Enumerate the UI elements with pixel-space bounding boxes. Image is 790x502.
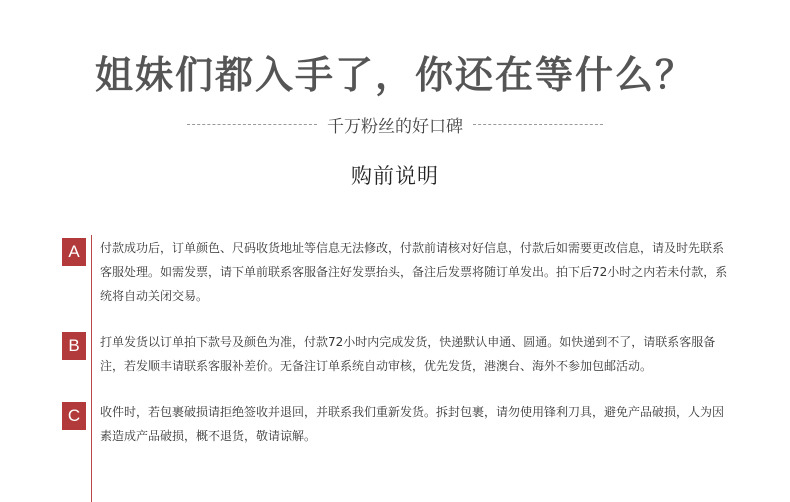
- section-title: 购前说明: [351, 164, 439, 188]
- headline: 姐妹们都入手了，你还在等什么？: [94, 52, 695, 97]
- notice-text-c: 收件时，若包裹破损请拒绝签收并退回，并联系我们重新发货。拆封包裹，请勿使用锋利刀具，避免产品破损，人为因素造成产品破损，概不退货，敬请谅解。: [100, 405, 725, 443]
- badge-a: A: [62, 238, 86, 266]
- right-dashed-divider: [473, 124, 603, 125]
- notice-text-b: 打单发货以订单拍下款号及颜色为准，付款72小时内完成发货，快递默认申通、圆通。如快递到不了，请联系客服备注，若发顺丰请联系客服补差价。无备注订单系统自动审核，优先发货，港澳台、海外不参加包邮活动。: [100, 335, 716, 373]
- badge-c: C: [62, 402, 86, 430]
- subtitle: 千万粉丝的好口碑: [327, 116, 463, 137]
- notice-text-a: 付款成功后，订单颜色、尺码收货地址等信息无法修改，付款前请核对好信息，付款后如需要更改信息，请及时先联系客服处理。如需发票，请下单前联系客服备注好发票抬头，备注后发票将随订单发出。拍下后72小时之内若未付款，系统将自动关闭交易。: [100, 241, 728, 303]
- subtitle-row: [0, 112, 790, 136]
- left-dashed-divider: [187, 124, 317, 125]
- badge-b: B: [62, 332, 86, 360]
- timeline-line: [91, 235, 92, 502]
